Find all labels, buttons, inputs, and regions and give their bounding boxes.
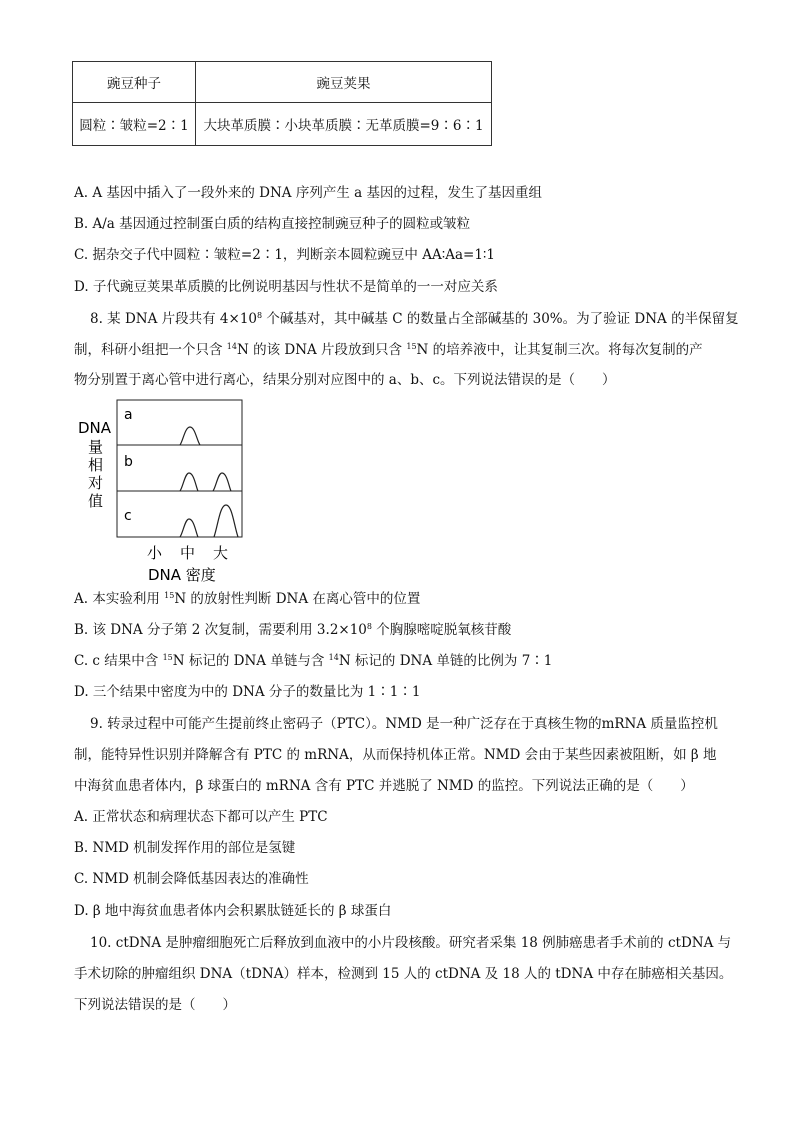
- q10-stem-line3: 下列说法错误的是（ ）: [74, 997, 236, 1013]
- q9-stem-line2: 制，能特异性识别并降解含有 PTC 的 mRNA，从而保持机体正常。NMD 会由于某些因素被阻断，如 β 地: [74, 747, 717, 763]
- y-axis-label-char-3: 对: [88, 474, 104, 492]
- q8-stem-line1: 8. 某 DNA 片段共有 $4\times 10^8$ 个碱基对，其中碱基 C 的数量占全部碱基的 30%。为了验证 DNA 的半保留复: [90, 311, 739, 327]
- q9-stem-line1: 9. 转录过程中可能产生提前终止密码子（PTC）。NMD 是一种广泛存在于真核生物的mRNA 质量监控机: [90, 716, 718, 732]
- table-header-pod: 豌豆荚果: [196, 62, 492, 103]
- peak-b-heavy: [213, 473, 231, 491]
- peak-c-heavy: [214, 505, 238, 537]
- q7-option-a: A. A 基因中插入了一段外来的 DNA 序列产生 a 基因的过程，发生了基因重组: [74, 185, 542, 201]
- q7-option-d: D. 子代豌豆荚果革质膜的比例说明基因与性状不是简单的一一对应关系: [74, 279, 498, 295]
- q7-option-c: C. 据杂交子代中圆粒∶皱粒=2∶1，判断亲本圆粒豌豆中 AA∶Aa=1∶1: [74, 247, 496, 263]
- peak-a-middle: [180, 427, 200, 445]
- q9-option-b: B. NMD 机制发挥作用的部位是氢键: [74, 840, 296, 856]
- peak-b-middle: [180, 473, 198, 491]
- y-axis-label-char-1: 量: [88, 438, 104, 456]
- panel-label-c: c: [124, 508, 132, 524]
- table-cell-pod-ratio: 大块革质膜∶小块革质膜∶无革质膜=9∶6∶1: [196, 103, 492, 146]
- y-axis-label-char-2: 相: [88, 456, 104, 474]
- y-axis-label-char-4: 值: [88, 492, 104, 510]
- x-tick-middle: 中: [180, 544, 196, 562]
- q9-option-a: A. 正常状态和病理状态下都可以产生 PTC: [74, 809, 328, 825]
- q7-option-b: B. A/a 基因通过控制蛋白质的结构直接控制豌豆种子的圆粒或皱粒: [74, 216, 471, 232]
- table-cell-seed-ratio: 圆粒∶皱粒=2∶1: [73, 103, 196, 146]
- q8-option-c: C. c 结果中含 $^{15}$N 标记的 DNA 单链与含 $^{14}$N 标记的 DNA 单链的比例为 7∶1: [74, 653, 553, 669]
- q9-stem-line3: 中海贫血患者体内，β 球蛋白的 mRNA 含有 PTC 并逃脱了 NMD 的监控。下列说法正确的是（ ）: [74, 778, 694, 794]
- diagram-frame: [117, 400, 242, 537]
- q9-option-d: D. β 地中海贫血患者体内会积累肽链延长的 β 球蛋白: [74, 903, 392, 919]
- peak-c-middle: [180, 519, 198, 537]
- q8-option-d: D. 三个结果中密度为中的 DNA 分子的数量比为 1∶1∶1: [74, 684, 421, 700]
- table-header-seed: 豌豆种子: [73, 62, 196, 103]
- x-axis-title: DNA 密度: [148, 566, 216, 584]
- x-tick-small: 小: [147, 544, 163, 562]
- x-tick-large: 大: [213, 544, 229, 562]
- q9-option-c: C. NMD 机制会降低基因表达的准确性: [74, 871, 309, 887]
- panel-label-b: b: [124, 454, 133, 470]
- q10-stem-line1: 10. ctDNA 是肿瘤细胞死亡后释放到血液中的小片段核酸。研究者采集 18 例肺癌患者手术前的 ctDNA 与: [90, 935, 732, 951]
- q8-stem-line2: 制，科研小组把一个只含 $^{14}$N 的该 DNA 片段放到只含 $^{15}$N 的培养液中，让其复制三次。将每次复制的产: [74, 342, 703, 358]
- q8-option-b: B. 该 DNA 分子第 2 次复制，需要利用 $3.2\times 10^8$ 个胸腺嘧啶脱氧核苷酸: [74, 622, 512, 638]
- data-table: [72, 61, 492, 146]
- panel-label-a: a: [124, 407, 133, 423]
- y-axis-label-dna: DNA: [78, 419, 112, 437]
- q8-stem-line3: 物分别置于离心管中进行离心，结果分别对应图中的 a、b、c。下列说法错误的是（ ）: [74, 372, 616, 388]
- centrifuge-diagram: [70, 395, 260, 590]
- q10-stem-line2: 手术切除的肿瘤组织 DNA（tDNA）样本，检测到 15 人的 ctDNA 及 18 人的 tDNA 中存在肺癌相关基因。: [74, 966, 733, 982]
- q8-option-a: A. 本实验利用 $^{15}$N 的放射性判断 DNA 在离心管中的位置: [74, 591, 421, 607]
